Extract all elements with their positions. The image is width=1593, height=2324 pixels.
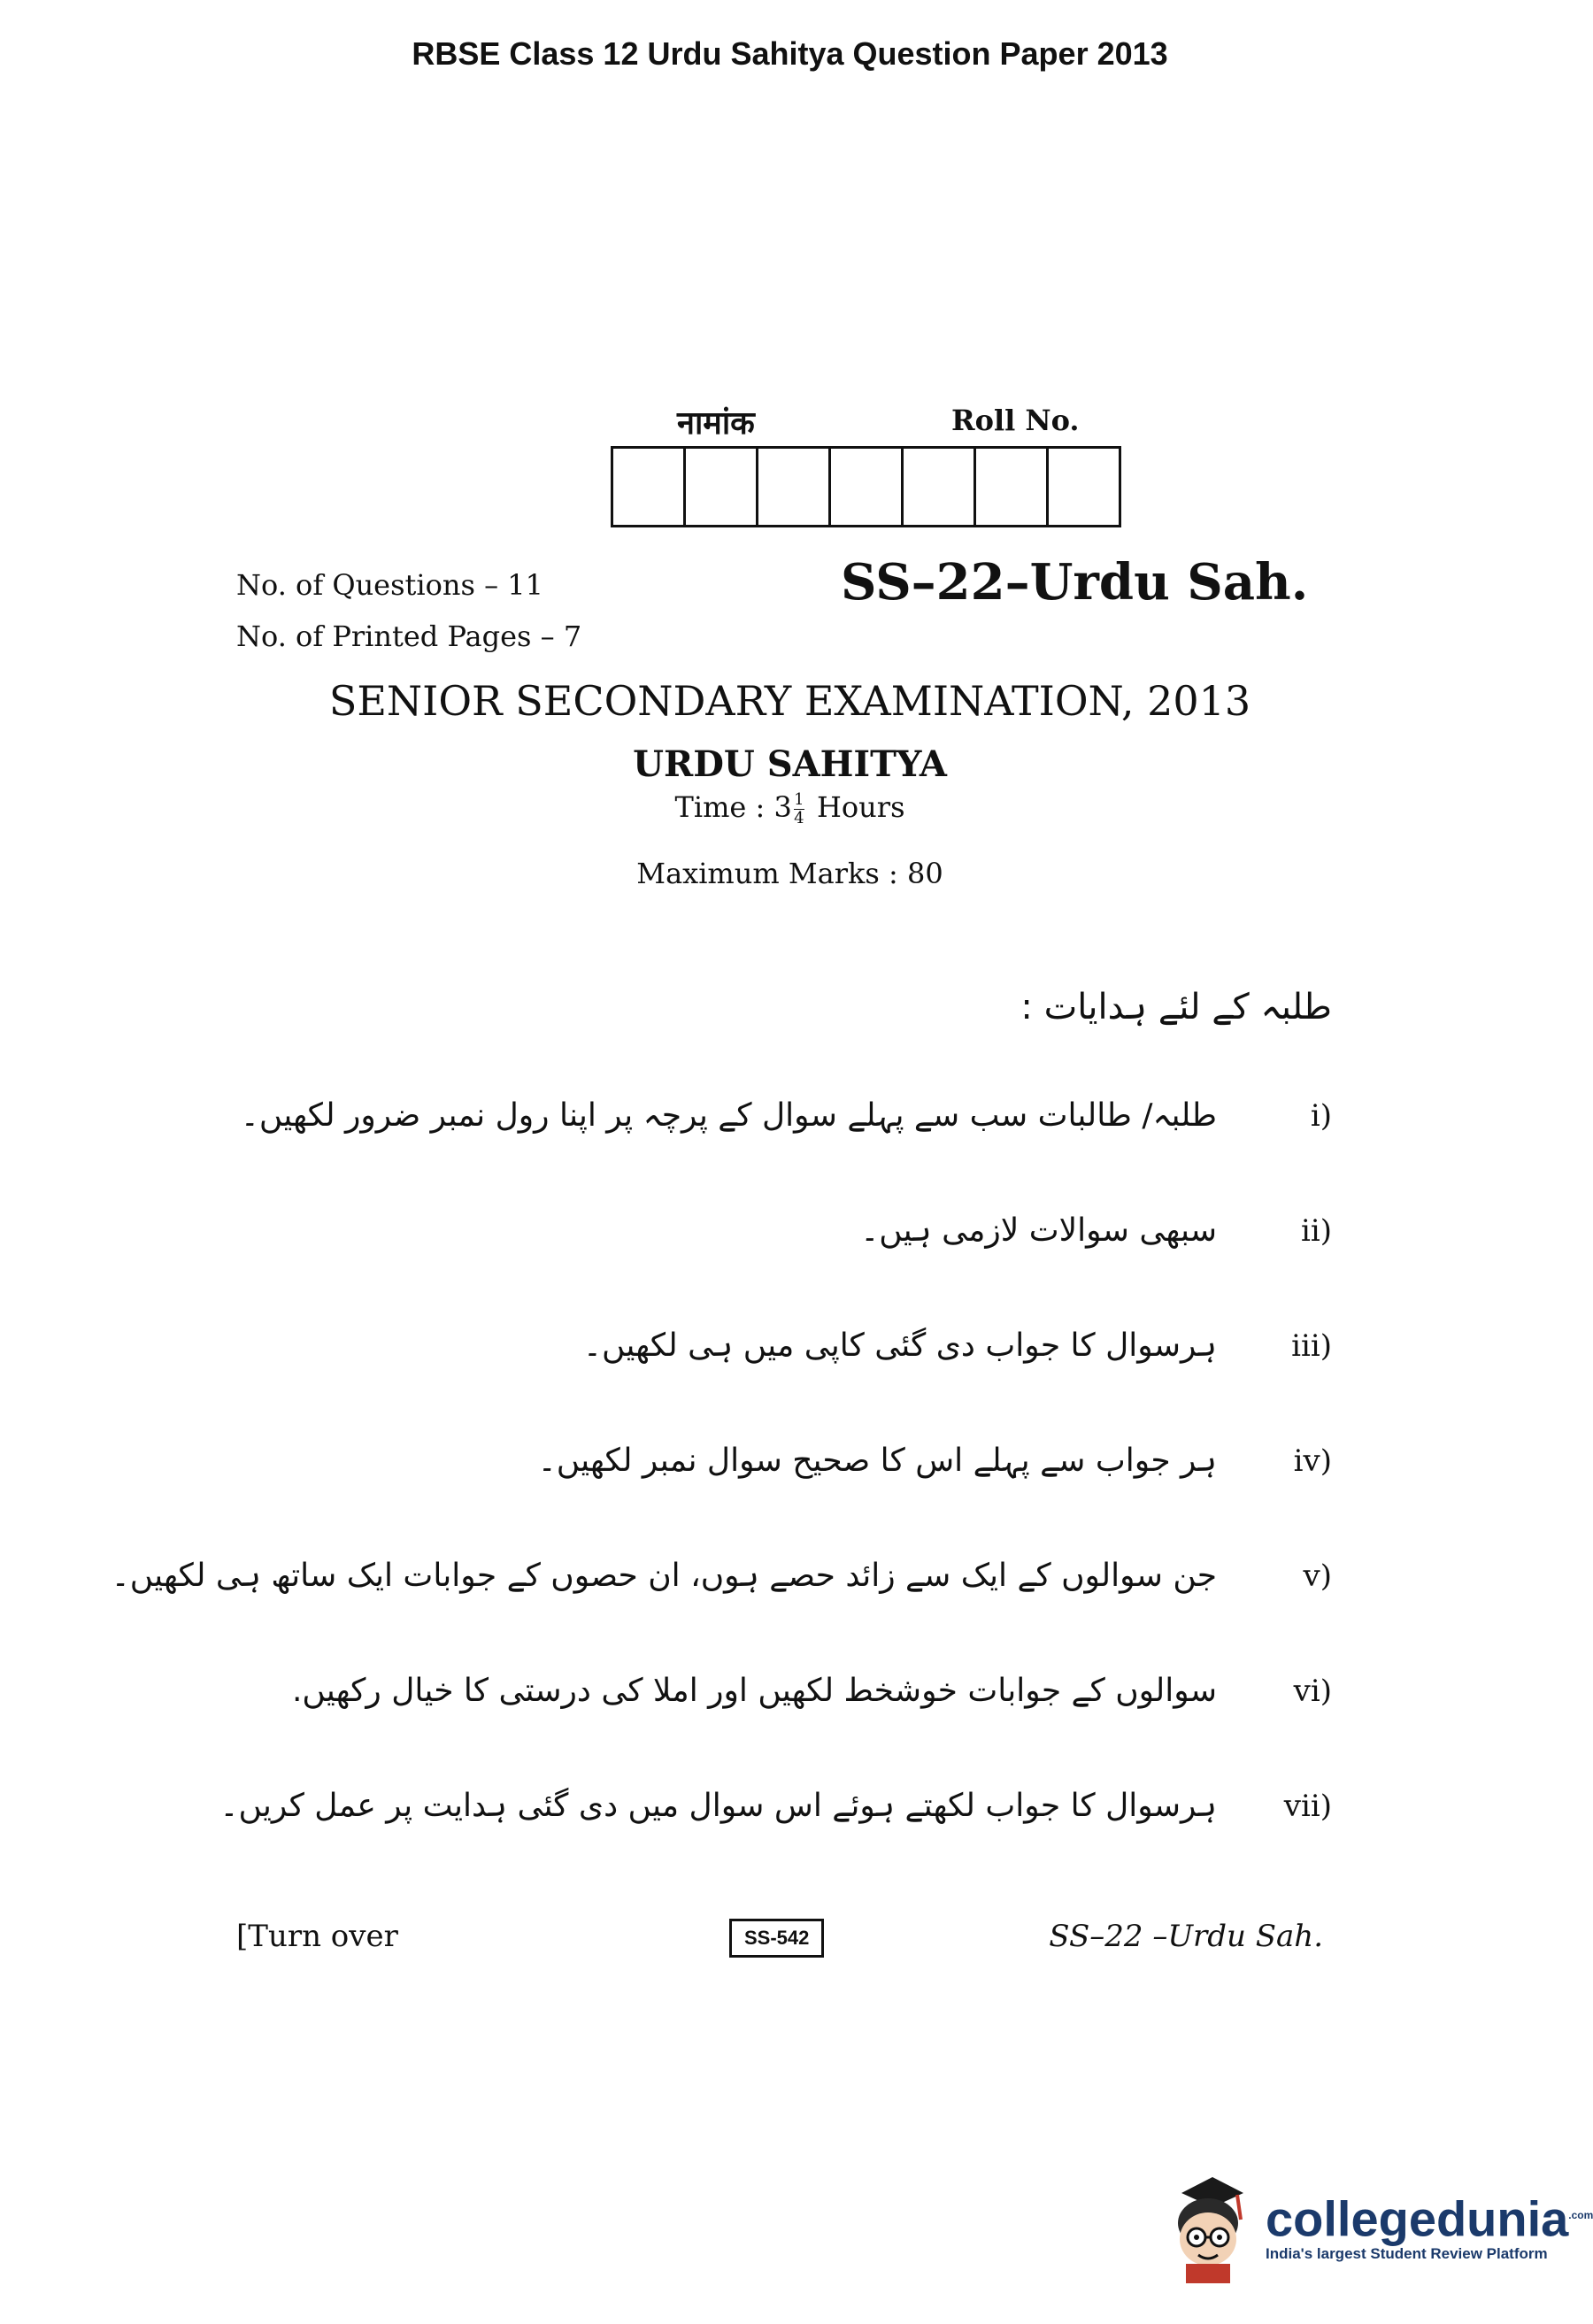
turn-over-note: [Turn over [236,1919,398,1954]
instruction-item [860,1212,1332,1249]
logo-tagline: India's largest Student Review Platform [1266,2245,1548,2263]
logo-name: collegedunia [1266,2190,1569,2247]
instruction-item [112,1558,1332,1594]
exam-time [0,790,1580,827]
exam-title: SENIOR SECONDARY EXAMINATION, 2013 [328,677,1251,725]
subject-title: URDU SAHITYA [633,743,947,785]
collegedunia-logo [1159,2168,1593,2283]
instruction-number: v) [1303,1558,1332,1594]
document-header-title: RBSE Class 12 Urdu Sahitya Question Paper 2013 [412,35,1168,72]
roll-number-box [904,449,976,525]
logo-suffix: .com [1568,2208,1593,2221]
instruction-item [583,1327,1332,1364]
number-of-pages: No. of Printed Pages – 7 [236,619,582,653]
instruction-text: سوالوں کے جوابات خوشخط لکھیں اور املا کی درستی کا خیال رکھیں. [291,1673,1217,1709]
instruction-text: ہر جواب سے پہلے اس کا صحیح سوال نمبر لکھیں۔ [537,1443,1217,1479]
fraction-numerator: 1 [794,790,804,809]
instruction-number: ii) [1300,1212,1332,1249]
maximum-marks: Maximum Marks : 80 [636,857,943,890]
instruction-text: سبھی سوالات لازمی ہیں۔ [860,1212,1217,1249]
time-prefix: Time : 3 [674,790,792,824]
roll-number-label-hindi: नामांक [677,405,755,442]
roll-number-box [686,449,758,525]
roll-number-boxes [611,446,1121,527]
roll-number-box [976,449,1049,525]
time-suffix: Hours [817,790,905,824]
instruction-number: iii) [1291,1327,1332,1364]
footer-paper-code: SS–22 –Urdu Sah. [1049,1919,1323,1954]
instruction-number: i) [1310,1097,1332,1134]
number-of-questions: No. of Questions – 11 [236,568,543,602]
instruction-number: vi) [1293,1673,1332,1709]
instruction-item [219,1788,1332,1824]
roll-number-label: Roll No. [951,404,1080,437]
instruction-number: iv) [1293,1443,1332,1479]
instructions-heading: طلبہ کے لئے ہدایات : [1020,987,1332,1027]
roll-number-box [1049,449,1119,525]
instruction-item [241,1097,1332,1134]
instruction-item [538,1443,1332,1479]
student-mascot-icon [1159,2168,1257,2283]
footer-code-box: SS-542 [729,1919,824,1958]
instruction-text: طلبہ/ طالبات سب سے پہلے سوال کے پرچہ پر اپنا رول نمبر ضرور لکھیں۔ [240,1097,1217,1134]
time-fraction [794,792,804,827]
instruction-number: vii) [1283,1788,1332,1824]
instruction-text: جن سوالوں کے ایک سے زائد حصے ہوں، ان حصوں کے جوابات ایک ساتھ ہی لکھیں۔ [111,1558,1217,1594]
instruction-text: ہرسوال کا جواب لکھتے ہوئے اس سوال میں دی گئی ہدایت پر عمل کریں۔ [219,1788,1217,1824]
instruction-item [292,1673,1332,1709]
roll-number-box [831,449,904,525]
fraction-denominator: 4 [794,809,804,827]
instruction-text: ہرسوال کا جواب دی گئی کاپی میں ہی لکھیں۔ [582,1327,1217,1364]
roll-number-box [613,449,686,525]
logo-wordmark [1266,2189,1593,2246]
roll-number-box [758,449,831,525]
paper-code: SS–22–Urdu Sah. [841,553,1309,612]
